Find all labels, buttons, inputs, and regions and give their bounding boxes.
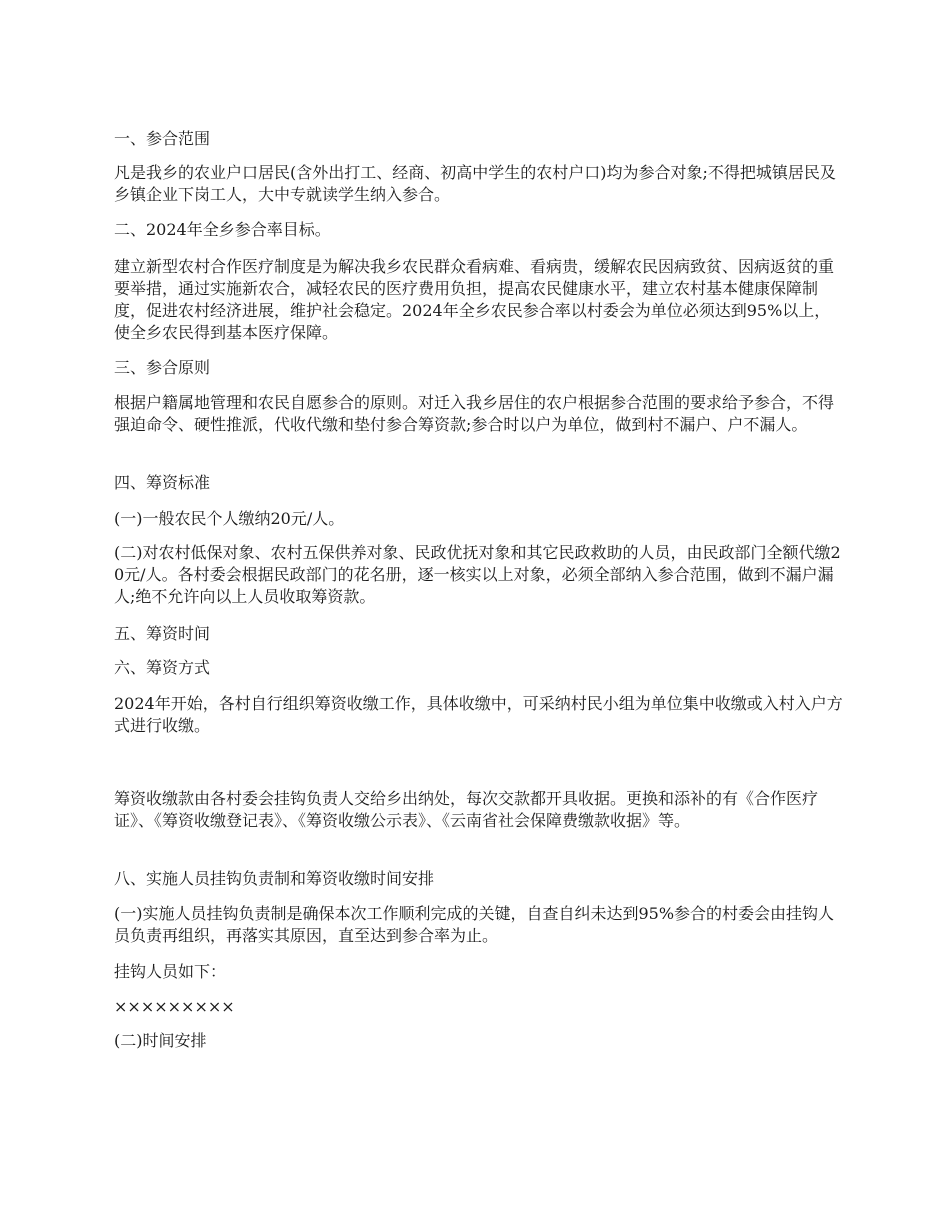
heading-target: 二、2024年全乡参合率目标。: [114, 220, 331, 239]
paragraph-scope: 凡是我乡的农业户口居民(含外出打工、经商、初高中学生的农村户口)均为参合对象;不得把城镇居民及乡镇企业下岗工人，大中专就读学生纳入参合。: [114, 163, 836, 204]
heading-method: 六、筹资方式: [114, 658, 211, 677]
paragraph-personnel-names: ×××××××××: [114, 997, 235, 1016]
paragraph-responsibility: (一)实施人员挂钩负责制是确保本次工作顺利完成的关键，自查自纠未达到95%参合的村委会由挂钩人员负责再组织，再落实其原因，直至达到参合率为止。: [114, 904, 835, 945]
heading-principles: 三、参合原则: [114, 358, 211, 377]
heading-responsibility: 八、实施人员挂钩负责制和筹资收缴时间安排: [114, 869, 435, 888]
paragraph-target: 建立新型农村合作医疗制度是为解决我乡农民群众看病难、看病贵，缓解农民因病致贫、因病返贫的重要举措，通过实施新农合，减轻农民的医疗费用负担，提高农民健康水平，建立农村基本健康保障制度，促进农村经济进展，维护社会稳定。2024年全乡农民参合率以村委会为单位必须达到95%以上，使全乡农民得到基本医疗保障。: [114, 257, 835, 342]
paragraph-standard-2: (二)对农村低保对象、农村五保供养对象、民政优抚对象和其它民政救助的人员，由民政部门全额代缴20元/人。各村委会根据民政部门的花名册，逐一核实以上对象，必须全部纳入参合范围，做到不漏户漏人;绝不允许向以上人员收取筹资款。: [114, 543, 841, 606]
heading-standards: 四、筹资标准: [114, 473, 211, 492]
heading-scope: 一、参合范围: [114, 129, 211, 148]
paragraph-principles: 根据户籍属地管理和农民自愿参合的原则。对迁入我乡居住的农户根据参合范围的要求给予参合，不得强迫命令、硬性推派，代收代缴和垫付参合筹资款;参合时以户为单位，做到村不漏户、户不漏人。: [114, 393, 835, 434]
paragraph-personnel-label: 挂钩人员如下：: [114, 962, 227, 981]
paragraph-payment: 筹资收缴款由各村委会挂钩负责人交给乡出纳处，每次交款都开具收据。更换和添补的有《合作医疗证》、《筹资收缴登记表》、《筹资收缴公示表》、《云南省社会保障费缴款收据》等。: [114, 789, 819, 830]
paragraph-method: 2024年开始，各村自行组织筹资收缴工作，具体收缴中，可采纳村民小组为单位集中收缴或入村入户方式进行收缴。: [114, 694, 843, 735]
paragraph-standard-1: (一)一般农民个人缴纳20元/人。: [114, 509, 345, 528]
heading-time: 五、筹资时间: [114, 624, 211, 643]
heading-schedule: (二)时间安排: [114, 1031, 207, 1050]
